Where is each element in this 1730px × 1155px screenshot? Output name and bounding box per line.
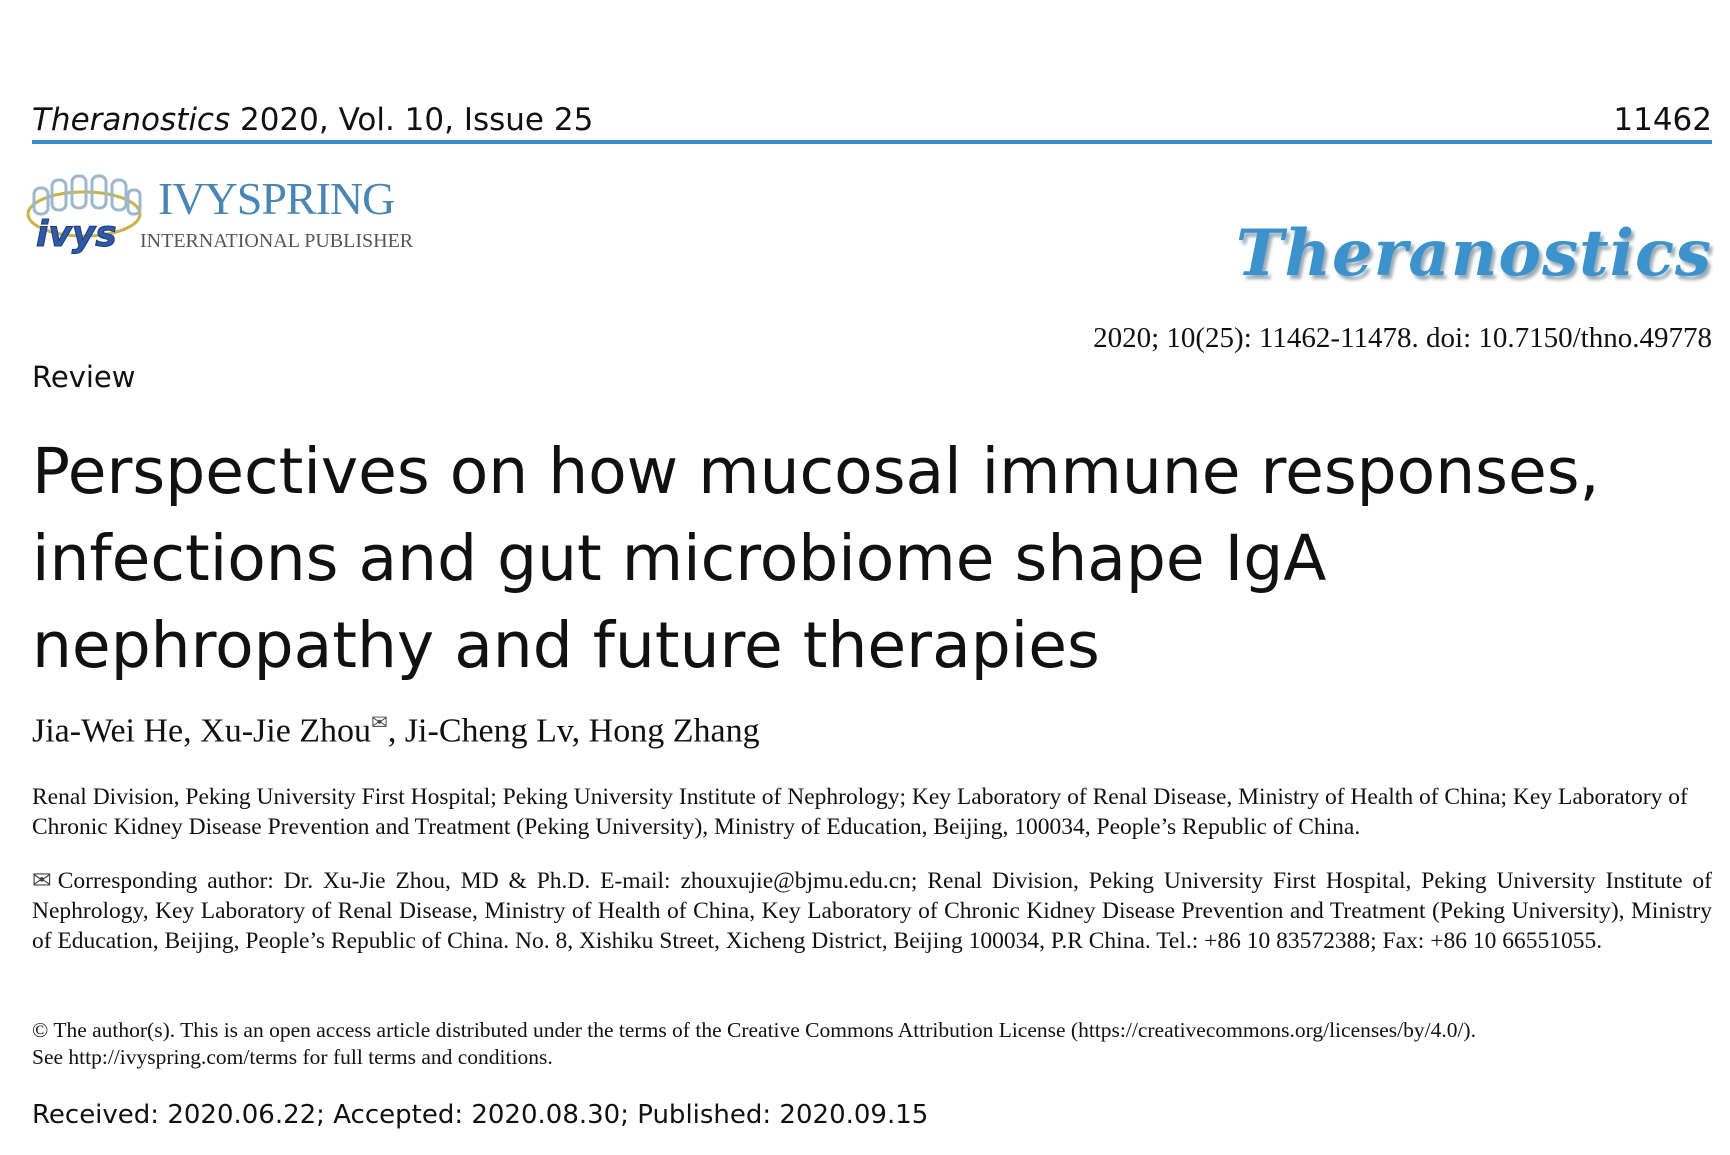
volume-info: 2020, Vol. 10, Issue 25 (239, 102, 594, 138)
publisher-subtitle: INTERNATIONAL PUBLISHER (140, 230, 414, 252)
ivyspring-emblem-text: ivys (36, 214, 117, 255)
article-type: Review (32, 360, 136, 394)
corresponding-author-text: Corresponding author: Dr. Xu-Jie Zhou, MD & Ph.D. E-mail: zhouxujie@bjmu.edu.cn; Renal Division, Peking University First Hospital, Peking University Institute of Nephrology, Key Laboratory of Renal Disease, Ministry of Health of China, Key Laboratory of Chronic Kidney Disease Prevention and Treatment (Peking University), Ministry of Education, Beijing, People’s Republic of China. No. 8, Xishiku Street, Xicheng District, Beijing 100034, P.R China. Tel.: +86 10 83572388; Fax: +86 10 66551055. (32, 868, 1712, 954)
license-line-1: © The author(s). This is an open access article distributed under the terms of the Creative Commons Attribution License (https://creativecommons.org/licenses/by/4.0/). (32, 1018, 1476, 1042)
journal-logo: Theranostics (1235, 216, 1712, 291)
authors-part-1: Jia-Wei He, Xu-Jie Zhou (32, 712, 372, 750)
affiliation: Renal Division, Peking University First Hospital; Peking University Institute of Nephrology; Key Laboratory of Renal Disease, Ministry of Health of China; Key Laboratory of Chronic Kidney Disease Prevention and Treatment (Peking University), Ministry of Education, Beijing, 100034, People’s Republic of China. (32, 784, 1688, 840)
journal-volume-line (32, 102, 593, 138)
envelope-icon: ✉ (32, 868, 52, 894)
article-title: Perspectives on how mucosal immune responses, infections and gut microbiome shape IgA nephropathy and future therapies (32, 435, 1600, 682)
authors-part-2: , Ji-Cheng Lv, Hong Zhang (387, 712, 760, 750)
citation-doi: 2020; 10(25): 11462-11478. doi: 10.7150/thno.49778 (1093, 322, 1712, 354)
license-notice (32, 1017, 1712, 1071)
corresponding-envelope-icon: ✉ (371, 712, 388, 734)
running-header (32, 96, 1712, 144)
publication-dates: Received: 2020.06.22; Accepted: 2020.08.30; Published: 2020.09.15 (32, 1100, 929, 1130)
page-number: 11462 (1613, 102, 1712, 138)
publisher-name: IVYSPRING (158, 173, 395, 224)
ivyspring-emblem-icon (20, 168, 160, 258)
license-line-2: See http://ivyspring.com/terms for full terms and conditions. (32, 1045, 553, 1069)
corresponding-author-note (32, 866, 1712, 956)
author-list (32, 710, 760, 750)
journal-name: Theranostics (32, 102, 231, 138)
